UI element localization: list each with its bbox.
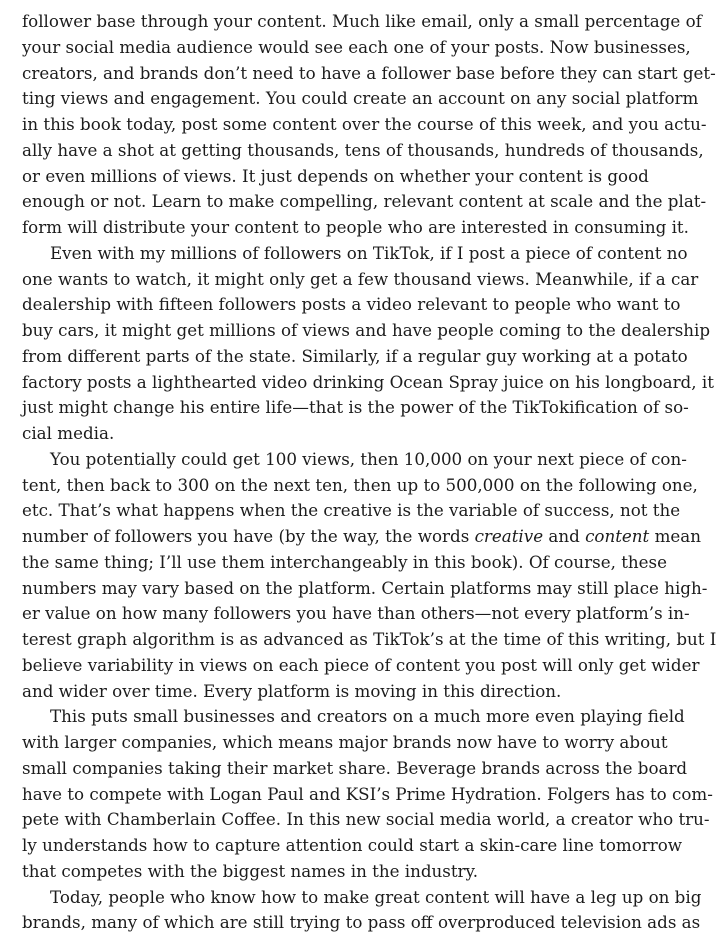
text-line: creators, and brands don’t need to have a follower base before they can start get- [22, 62, 716, 83]
text-line: believe variability in views on each piece of content you post will only get wider [22, 654, 700, 675]
body-paragraph [22, 9, 716, 241]
text-line: terest graph algorithm is as advanced as TikTok’s at the time of this writing, but I [22, 629, 716, 649]
text-line: Even with my millions of followers on TikTok, if I post a piece of content no [50, 242, 688, 263]
text-line: cial media. [22, 423, 115, 443]
text-line: factory posts a lighthearted video drinking Ocean Spray juice on his longboard, it [22, 371, 714, 392]
italic-term: content [585, 526, 650, 546]
body-paragraph [22, 241, 714, 447]
text-line: that competes with the biggest names in the industry. [22, 860, 479, 881]
text-line: number of followers you have (by the way, the words creative and content mean [22, 526, 701, 546]
text-line: Today, people who know how to make great content will have a leg up on big [50, 886, 702, 907]
text-line: or even millions of views. It just depends on whether your content is good [22, 165, 649, 186]
text-line: the same thing; I’ll use them interchangeably in this book). Of course, these [22, 551, 667, 572]
text-line: ally have a shot at getting thousands, tens of thousands, hundreds of thousands, [22, 139, 704, 160]
text-line: small companies taking their market share. Beverage brands across the board [22, 757, 688, 778]
text-line: your social media audience would see each one of your posts. Now businesses, [22, 36, 691, 57]
text-line: with larger companies, which means major brands now have to worry about [22, 732, 668, 752]
text-line: tent, then back to 300 on the next ten, then up to 500,000 on the following one, [22, 474, 698, 495]
text-line: one wants to watch, it might only get a few thousand views. Meanwhile, if a car [22, 268, 699, 289]
text-line: numbers may vary based on the platform. Certain platforms may still place high- [22, 577, 708, 598]
text-line: You potentially could get 100 views, then 10,000 on your next piece of con- [50, 448, 687, 469]
text-line: ting views and engagement. You could create an account on any social platform [22, 88, 699, 109]
text-line: enough or not. Learn to make compelling, relevant content at scale and the plat- [22, 191, 707, 212]
body-paragraph [22, 447, 716, 705]
text-line: follower base through your content. Much like email, only a small percentage of [22, 11, 702, 31]
text-line: form will distribute your content to people who are interested in consuming it. [22, 217, 689, 237]
text-line: buy cars, it might get millions of views and have people coming to the dealership [22, 320, 711, 340]
text-line: and wider over time. Every platform is moving in this direction. [22, 680, 562, 701]
text-line: dealership with fifteen followers posts a video relevant to people who want to [22, 294, 681, 315]
body-paragraph [22, 885, 702, 937]
text-line: This puts small businesses and creators on a much more even playing field [50, 706, 685, 727]
text-line: etc. That’s what happens when the creative is the variable of success, not the [22, 500, 681, 521]
text-line: have to compete with Logan Paul and KSI’s Prime Hydration. Folgers has to com- [22, 783, 713, 804]
body-paragraph [22, 704, 713, 884]
text-line: brands, many of which are still trying to pass off overproduced television ads as [22, 912, 701, 933]
text-line: er value on how many followers you have than others—not every platform’s in- [22, 603, 690, 624]
italic-term: creative [474, 526, 544, 546]
text-line: pete with Chamberlain Coffee. In this new social media world, a creator who tru- [22, 809, 710, 830]
book-page [22, 9, 716, 936]
text-line: in this book today, post some content over the course of this week, and you actu- [22, 114, 707, 134]
text-line: just might change his entire life—that is the power of the TikTokification of so- [22, 397, 689, 418]
text-line: from different parts of the state. Similarly, if a regular guy working at a potato [22, 345, 688, 366]
text-line: ly understands how to capture attention could start a skin-care line tomorrow [22, 835, 683, 855]
